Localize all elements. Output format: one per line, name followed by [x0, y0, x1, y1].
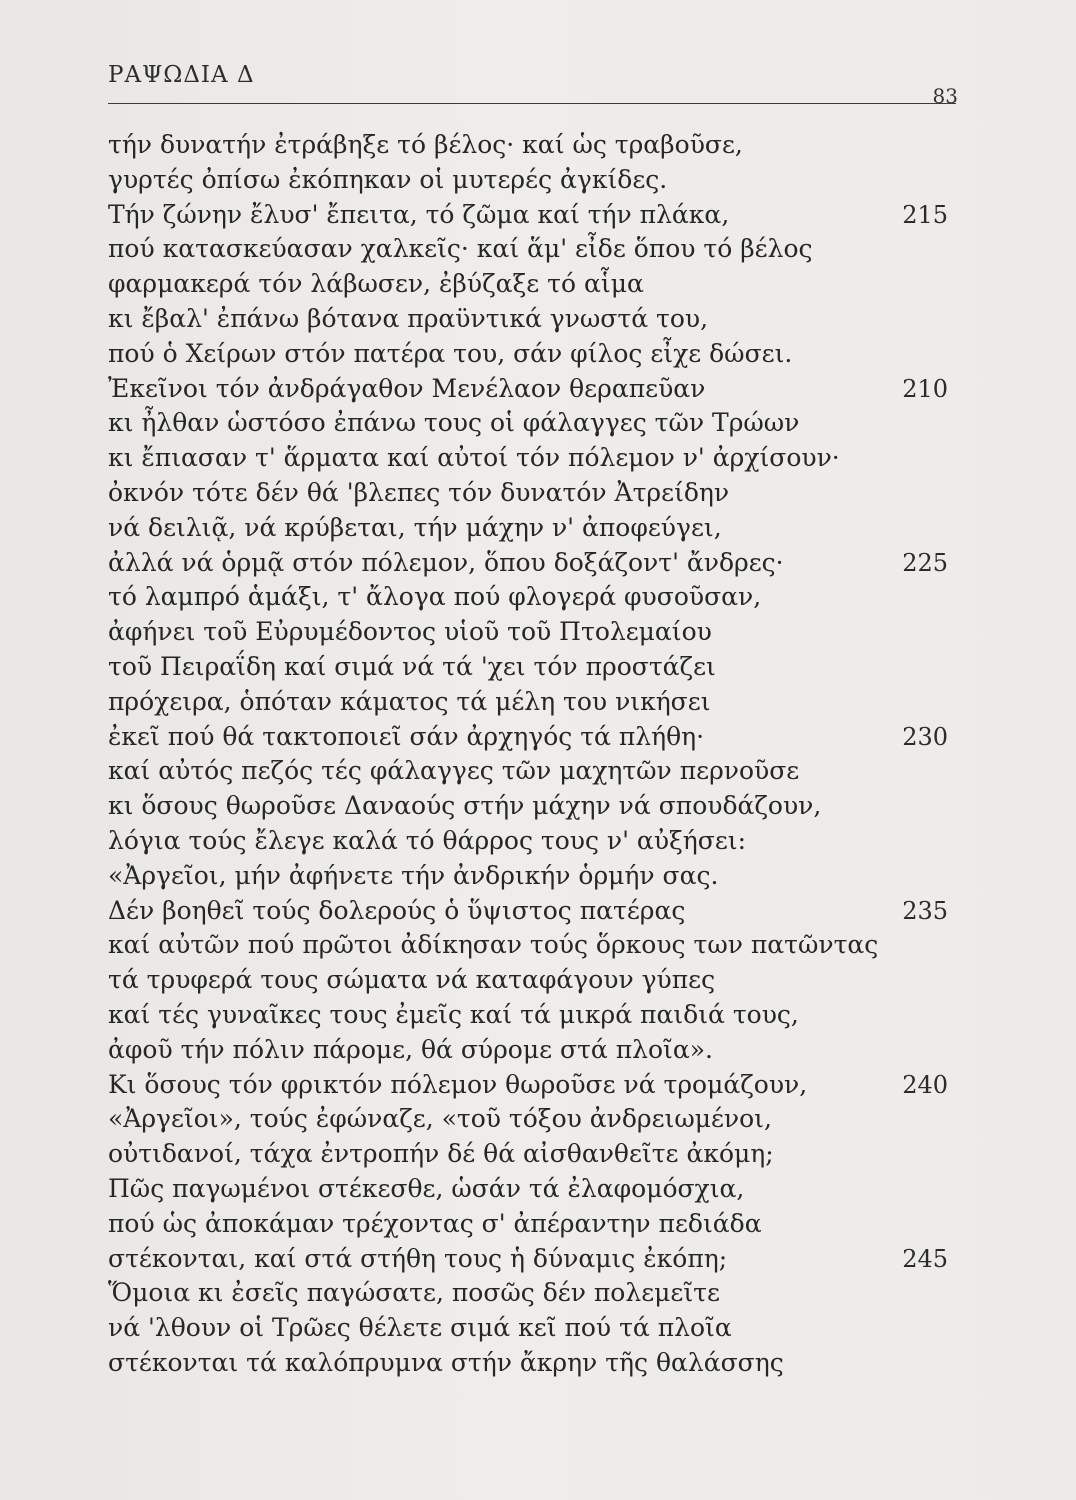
- verse-line: [108, 754, 948, 789]
- verse-text: κι ὅσους θωροῦσε Δαναούς στήν μάχην νά σπουδάζουν,: [108, 791, 822, 821]
- verse-line: [108, 650, 948, 685]
- verse-text: τά τρυφερά τους σώματα νά καταφάγουν γύπες: [108, 965, 716, 995]
- verse-line: [108, 1242, 948, 1277]
- verse-text: ὀκνόν τότε δέν θά 'βλεπες τόν δυνατόν Ἀτρείδην: [108, 477, 730, 507]
- verse-line: [108, 998, 948, 1033]
- verse-line: [108, 267, 948, 302]
- verse-text: ἀλλά νά ὁρμᾷ στόν πόλεμον, ὅπου δοξάζοντ' ἄνδρες·: [108, 547, 784, 577]
- verse-line: [108, 406, 948, 441]
- verse-line: [108, 337, 948, 372]
- verse-line: [108, 1137, 948, 1172]
- verse-text: στέκονται τά καλόπρυμνα στήν ἄκρην τῆς θαλάσσης: [108, 1347, 784, 1377]
- verse-text: πού κατασκεύασαν χαλκεῖς· καί ἅμ' εἶδε ὅπου τό βέλος: [108, 234, 813, 264]
- verse-line: [108, 1172, 948, 1207]
- verse-text: πού ὁ Χείρων στόν πατέρα του, σάν φίλος εἶχε δώσει.: [108, 338, 793, 368]
- verse-line: [108, 859, 948, 894]
- verse-text: γυρτές ὀπίσω ἐκόπηκαν οἱ μυτερές ἀγκίδες.: [108, 164, 668, 194]
- line-number: 215: [902, 200, 948, 229]
- verse-line: [108, 1311, 948, 1346]
- verse-text: κι ἔβαλ' ἐπάνω βότανα πραϋντικά γνωστά του,: [108, 303, 709, 333]
- verse-line: [108, 963, 948, 998]
- verse-text: πρόχειρα, ὁπόταν κάματος τά μέλη του νικήσει: [108, 686, 711, 716]
- verse-text: οὐτιδανοί, τάχα ἐντροπήν δέ θά αἰσθανθεῖτε ἀκόμη;: [108, 1139, 774, 1169]
- verse-line: [108, 198, 948, 233]
- verse-line: [108, 615, 948, 650]
- running-head: ΡΑΨΩΔΙΑ Δ: [108, 62, 255, 88]
- verse-line: [108, 1276, 948, 1311]
- verse-line: [108, 580, 948, 615]
- verse-line: [108, 1346, 948, 1381]
- verse-text: ἐκεῖ πού θά τακτοποιεῖ σάν ἀρχηγός τά πλήθη·: [108, 721, 705, 751]
- verse-text: καί τές γυναῖκες τους ἐμεῖς καί τά μικρά παιδιά τους,: [108, 999, 799, 1029]
- verse-text: Κι ὅσους τόν φρικτόν πόλεμον θωροῦσε νά τρομάζουν,: [108, 1069, 808, 1099]
- verse-line: [108, 1102, 948, 1137]
- verse-line: [108, 163, 948, 198]
- verse-text: πού ὡς ἀποκάμαν τρέχοντας σ' ἀπέραντην πεδιάδα: [108, 1208, 762, 1238]
- verse-text: στέκονται, καί στά στήθη τους ἡ δύναμις ἐκόπη;: [108, 1243, 728, 1273]
- verse-text: Δέν βοηθεῖ τούς δολερούς ὁ ὕψιστος πατέρας: [108, 895, 686, 925]
- verse-line: [108, 546, 948, 581]
- verse-text: «Ἀργεῖοι», τούς ἐφώναζε, «τοῦ τόξου ἀνδρειωμένοι,: [108, 1104, 772, 1134]
- line-number: 235: [902, 896, 948, 925]
- verse-text: κι ἦλθαν ὡστόσο ἐπάνω τους οἱ φάλαγγες τῶν Τρώων: [108, 408, 800, 438]
- line-number: 245: [902, 1244, 948, 1273]
- line-number: 230: [902, 722, 948, 751]
- verse-line: [108, 232, 948, 267]
- verse-line: [108, 685, 948, 720]
- verse-line: [108, 476, 948, 511]
- verse-text: νά 'λθουν οἱ Τρῶες θέλετε σιμά κεῖ πού τά πλοῖα: [108, 1313, 732, 1343]
- verse-text: Ἐκεῖνοι τόν ἀνδράγαθον Μενέλαον θεραπεῦαν: [108, 373, 706, 403]
- verse-text: ἀφοῦ τήν πόλιν πάρομε, θά σύρομε στά πλοῖα».: [108, 1034, 713, 1064]
- line-number: 210: [902, 374, 948, 403]
- verse-text: λόγια τούς ἔλεγε καλά τό θάρρος τους ν' αὐξήσει:: [108, 825, 747, 855]
- verse-text: καί αὐτῶν πού πρῶτοι ἀδίκησαν τούς ὅρκους των πατῶντας: [108, 930, 879, 960]
- verse-text: Πῶς παγωμένοι στέκεσθε, ὡσάν τά ἐλαφομόσχια,: [108, 1173, 745, 1203]
- page-number: 83: [932, 84, 958, 108]
- verse-line: [108, 789, 948, 824]
- verse-text: κι ἔπιασαν τ' ἅρματα καί αὐτοί τόν πόλεμον ν' ἀρχίσουν·: [108, 443, 840, 473]
- verse-text: «Ἀργεῖοι, μήν ἀφήνετε τήν ἀνδρικήν ὁρμήν σας.: [108, 860, 719, 890]
- page-header: [108, 62, 958, 122]
- header-rule: [108, 103, 956, 104]
- verse-line: [108, 1207, 948, 1242]
- verse-text: τοῦ Πειραΐδη καί σιμά νά τά 'χει τόν προστάζει: [108, 651, 716, 681]
- verse-text: νά δειλιᾷ, νά κρύβεται, τήν μάχην ν' ἀποφεύγει,: [108, 512, 722, 542]
- verse-line: [108, 1033, 948, 1068]
- verse-line: [108, 928, 948, 963]
- verse-line: [108, 720, 948, 755]
- verse-text: ἀφήνει τοῦ Εὐρυμέδοντος υἱοῦ τοῦ Πτολεμαίου: [108, 617, 712, 647]
- verse-text: τήν δυνατήν ἐτράβηξε τό βέλος· καί ὡς τραβοῦσε,: [108, 130, 743, 159]
- line-number: 240: [902, 1070, 948, 1099]
- verse-line: [108, 128, 948, 163]
- verse-line: [108, 894, 948, 929]
- line-number: 225: [902, 548, 948, 577]
- verse-text: Τήν ζώνην ἔλυσ' ἔπειτα, τό ζῶμα καί τήν πλάκα,: [108, 199, 730, 229]
- verse-text: Ὅμοια κι ἐσεῖς παγώσατε, ποσῶς δέν πολεμεῖτε: [108, 1278, 720, 1308]
- verse-line: [108, 372, 948, 407]
- verse-text: καί αὐτός πεζός τές φάλαγγες τῶν μαχητῶν περνοῦσε: [108, 756, 800, 786]
- verse-line: [108, 302, 948, 337]
- verse-line: [108, 511, 948, 546]
- poem-text: [108, 128, 948, 1381]
- verse-text: φαρμακερά τόν λάβωσεν, ἐβύζαξε τό αἷμα: [108, 269, 644, 299]
- verse-line: [108, 824, 948, 859]
- verse-text: τό λαμπρό ἁμάξι, τ' ἄλογα πού φλογερά φυσοῦσαν,: [108, 582, 762, 612]
- verse-line: [108, 1068, 948, 1103]
- verse-line: [108, 441, 948, 476]
